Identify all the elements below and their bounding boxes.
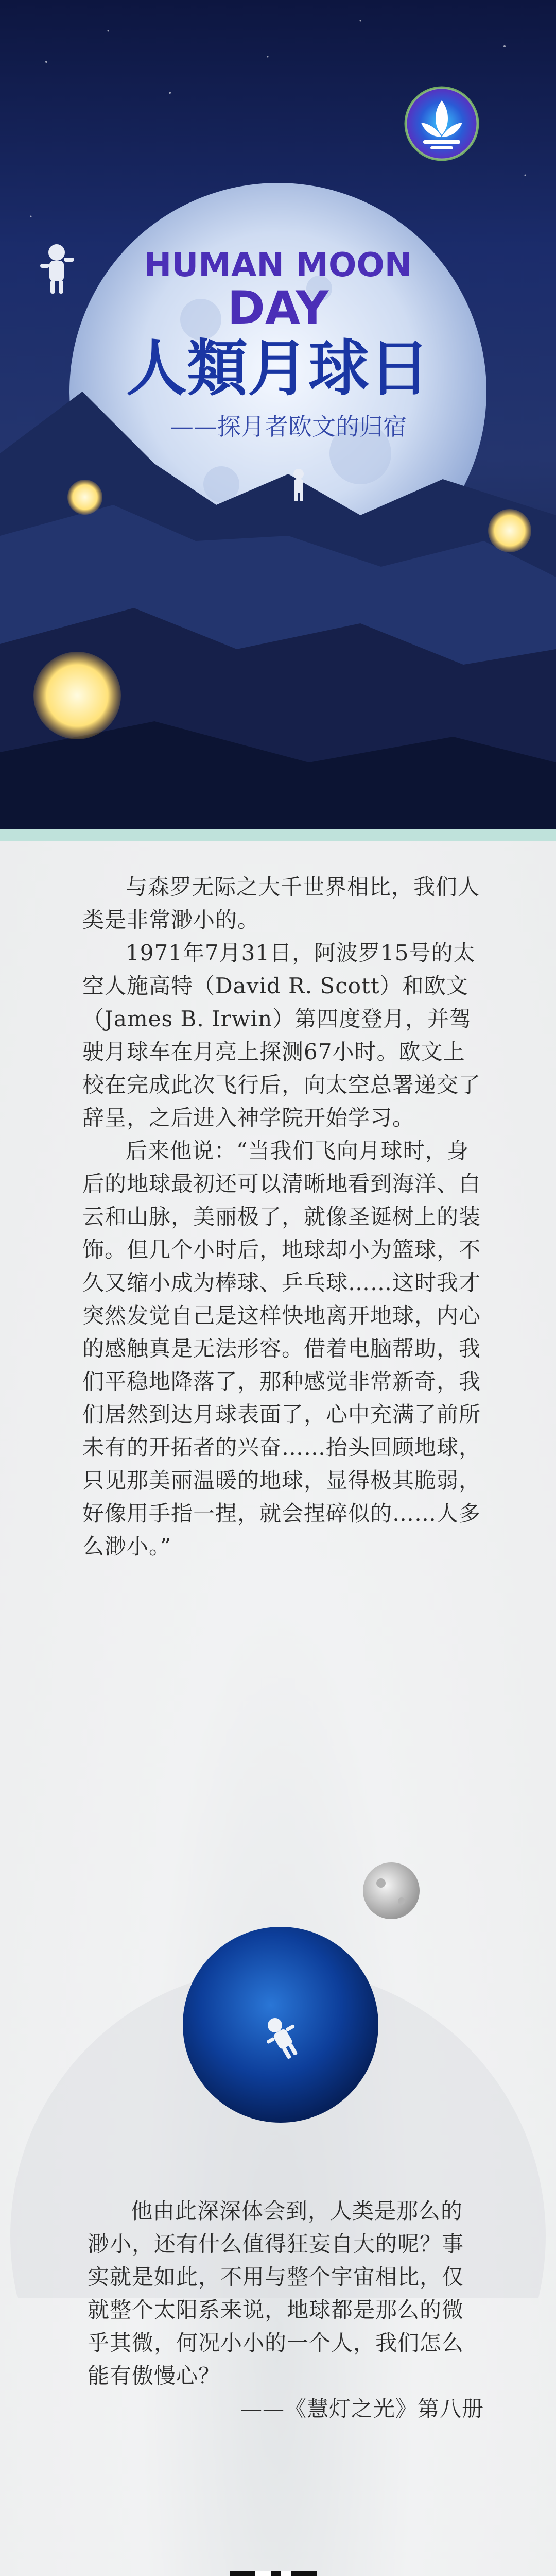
- title-en-line1: HUMAN MOON: [144, 246, 412, 284]
- title-en-line2: DAY: [227, 281, 329, 334]
- small-moon: [363, 1862, 420, 1919]
- paragraph: 后来他说：“当我们飞向月球时，身后的地球最初还可以清晰地看到海洋、白云和山脉，美丽极了，就像圣诞树上的装饰。但几个小时后，地球却小为篮球，不久又缩小成为棒球、乒乓球……这时我才突然发觉自己是这样快地离开地球，内心的感触真是无法形容。借着电脑帮助，我们平稳地降落了，那种感觉非常新奇，我们居然到达月球表面了，心中充满了前所未有的开拓者的兴奋……抬头回顾地球，只见那美丽温暖的地球，显得极其脆弱，好像用手指一捏，就会捏碎似的……人多么渺小。”: [82, 1138, 481, 1559]
- subtitle: ——探月者欧文的归宿: [170, 413, 407, 440]
- closing-section: [88, 2195, 484, 2426]
- qr-code-icon: [230, 2571, 317, 2576]
- divider-strip: [0, 829, 556, 841]
- glow-sphere-large: [33, 652, 121, 739]
- qr-code[interactable]: [230, 2571, 317, 2576]
- glow-sphere-right: [488, 509, 531, 552]
- glow-sphere-left: [67, 480, 102, 515]
- paragraph: 与森罗无际之大千世界相比，我们人类是非常渺小的。: [82, 874, 480, 933]
- hero-banner: [0, 0, 556, 829]
- source-citation: ——《慧灯之光》第八册: [240, 2396, 484, 2421]
- paragraph: 1971年7月31日，阿波罗15号的太空人施高特（David R. Scott）和欧文（James B. Irwin）第四度登月，并驾驶月球车在月亮上探测67小时。欧文上校在完成此次飞行后，向太空总署递交了辞呈，之后进入神学院开始学习。: [82, 940, 481, 1130]
- lotus-logo-icon: [406, 88, 478, 160]
- article-body: [82, 871, 484, 1563]
- closing-paragraph: 他由此深深体会到，人类是那么的渺小，还有什么值得狂妄自大的呢？事实就是如此，不用与整个宇宙相比，仅就整个太阳系来说，地球都是那么的微乎其微，何况小小的一个人，我们怎么能有傲慢心？: [88, 2198, 464, 2388]
- title-cn: 人類月球日: [126, 332, 430, 404]
